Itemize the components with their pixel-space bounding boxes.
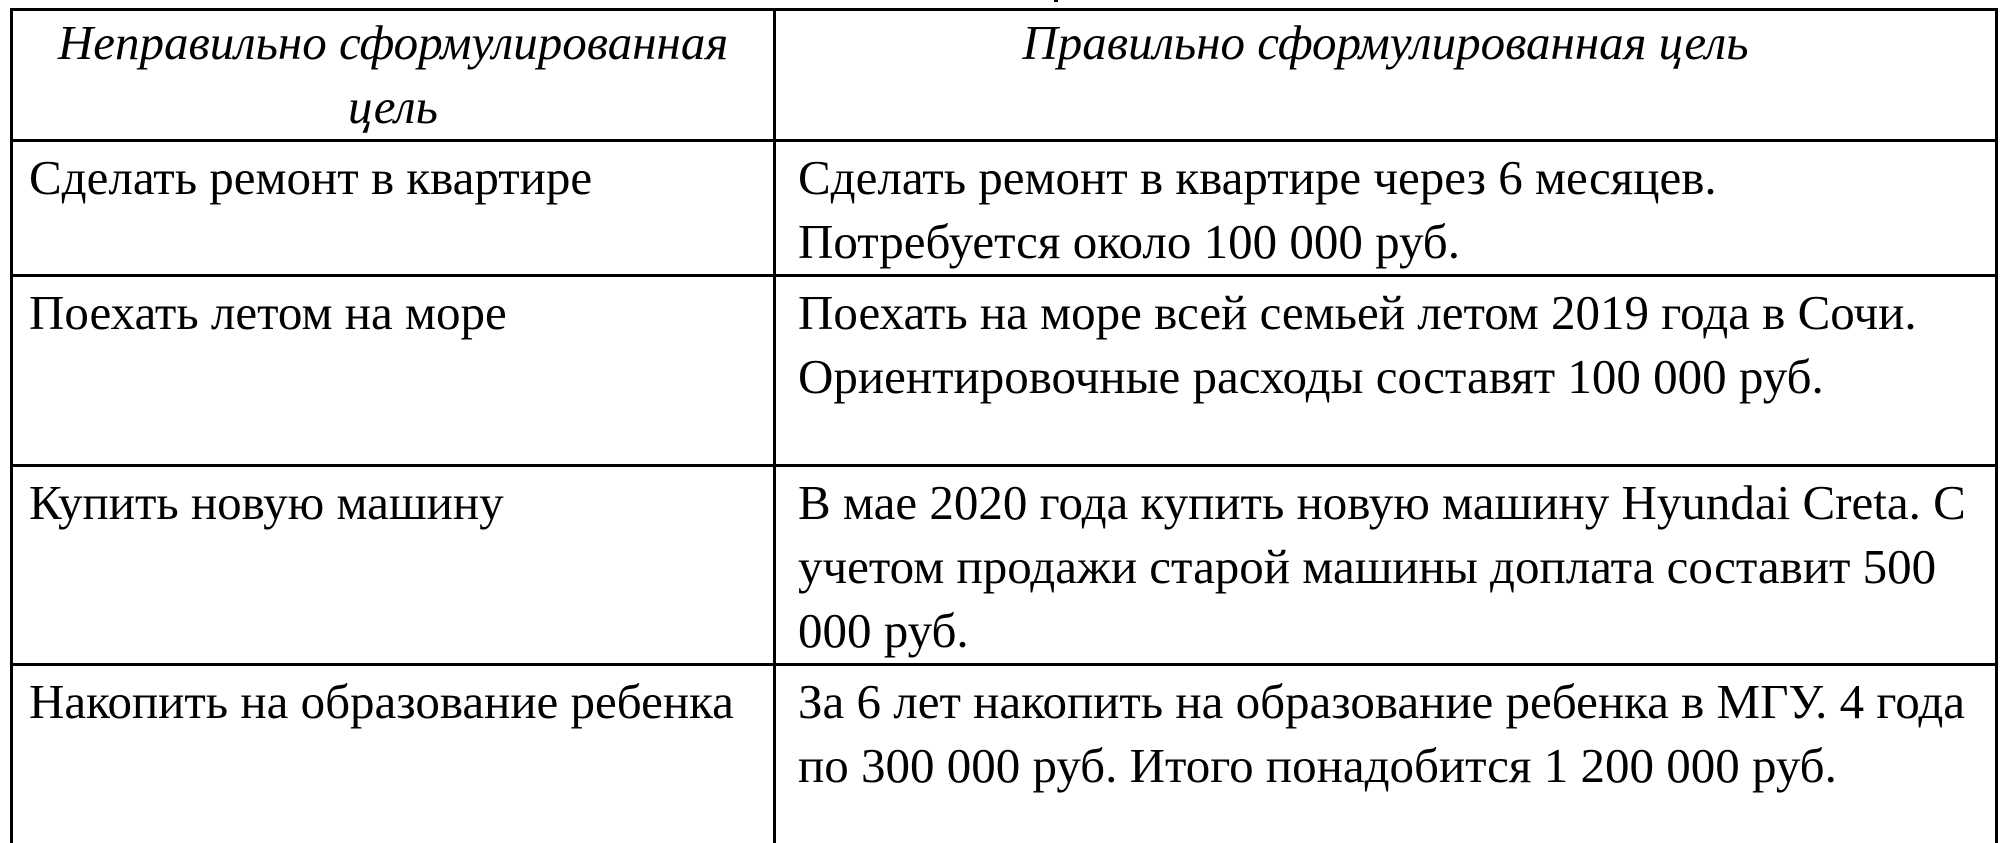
header-wrong-goal-label: Неправильно сформулированная цель [57, 15, 729, 134]
table-row [12, 141, 1997, 276]
wrong-goal-cell [12, 665, 775, 843]
wrong-goal-cell [12, 466, 775, 665]
wrong-goal-cell [12, 276, 775, 466]
header-right-goal-label: Правильно сформулированная цель [1022, 15, 1749, 70]
cut-off-title-fragment [1052, 0, 1082, 2]
right-goal-cell [775, 141, 1997, 276]
goals-table [10, 8, 1998, 843]
right-goal-text: За 6 лет накопить на образование ребенка в МГУ. 4 года по 300 000 руб. Итого понадобится 1 200 000 руб. [798, 674, 1966, 793]
table-row [12, 665, 1997, 843]
wrong-goal-cell [12, 141, 775, 276]
table-row [12, 276, 1997, 466]
wrong-goal-text: Поехать летом на море [29, 285, 507, 340]
table-row [12, 466, 1997, 665]
wrong-goal-text: Накопить на образование ребенка [29, 674, 734, 729]
right-goal-text: Поехать на море всей семьей летом 2019 года в Сочи. Ориентировочные расходы составят 100 000 руб. [798, 285, 1917, 404]
right-goal-text: Сделать ремонт в квартире через 6 месяцев. Потребуется около 100 000 руб. [798, 150, 1717, 269]
right-goal-cell [775, 276, 1997, 466]
table-header-row [12, 10, 1997, 141]
right-goal-cell [775, 665, 1997, 843]
wrong-goal-text: Купить новую машину [29, 475, 504, 530]
header-wrong-goal [12, 10, 775, 141]
right-goal-text: В мае 2020 года купить новую машину Hyundai Creta. С учетом продажи старой машины доплата составит 500 000 руб. [798, 475, 1966, 658]
right-goal-cell [775, 466, 1997, 665]
wrong-goal-text: Сделать ремонт в квартире [29, 150, 593, 205]
header-right-goal [775, 10, 1997, 141]
